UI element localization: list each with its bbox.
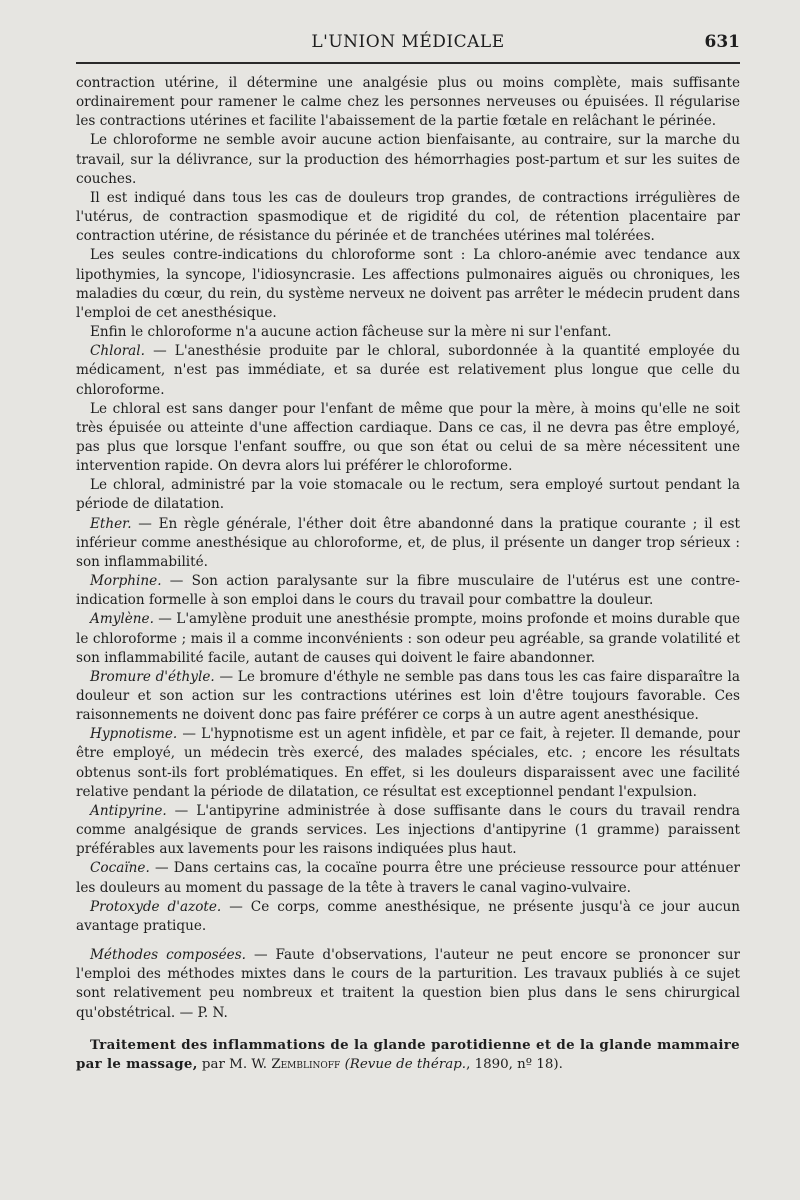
paragraph-cocaine: Cocaïne. — Dans certains cas, la cocaïne pourra être une précieuse ressource pour atténuer les douleurs au moment du passage de la tête à travers le canal vagino-vulvaire. (76, 860, 740, 896)
term-morphine: Morphine. (90, 573, 162, 590)
paragraph-protoxyde: Protoxyde d'azote. — Ce corps, comme anesthésique, ne présente jusqu'à ce jour aucun avantage pratique. (76, 898, 740, 934)
running-title: L'UNION MÉDICALE (311, 32, 505, 52)
paragraph-antipyrine: Antipyrine. — L'antipyrine administrée à dose suffisante dans le cours du travail rendra comme analgésique de grands services. Les injections d'antipyrine (1 gramme) paraissent préférables aux lavements pour les raisons indiquées plus haut. (76, 802, 740, 858)
next-article-heading: Traitement des inflammations de la glande parotidienne et de la glande mammaire par le massage, par M. W. Zemblinoff (Revue de thérap., 1890, nº 18). (76, 1036, 740, 1072)
term-hypnotisme: Hypnotisme. (90, 726, 178, 743)
term-ether: Ether. (90, 515, 132, 532)
term-amylene: Amylène. (90, 611, 154, 628)
term-antipyrine: Antipyrine. (90, 802, 167, 819)
paragraph-amylene: Amylène. — L'amylène produit une anesthésie prompte, moins profonde et moins durable que le chloroforme ; mais il a comme inconvénients : son odeur peu agréable, sa grande volatilité et son inflammabilité facile, autant de causes qui doivent le faire abandonner. (76, 611, 740, 666)
term-protoxyde: Protoxyde d'azote. (90, 898, 222, 915)
term-cocaine: Cocaïne. (90, 860, 150, 877)
paragraph-8: Le chloral, administré par la voie stomacale ou le rectum, sera employé surtout pendant la période de dilatation. (76, 477, 740, 513)
next-article-author: Zemblinoff (271, 1056, 341, 1072)
next-article-source: (Revue de thérap. (344, 1056, 467, 1072)
page-number: 631 (704, 32, 740, 52)
paragraph-bromure: Bromure d'éthyle. — Le bromure d'éthyle ne semble pas dans tous les cas faire disparaître la douleur et son action sur les contractions utérines est loin d'être toujours favorable. Ces raisonnements ne doivent donc pas faire préférer ce corps à un autre agent anesthésique. (76, 668, 740, 724)
paragraph-hypnotisme: Hypnotisme. — L'hypnotisme est un agent infidèle, et par ce fait, à rejeter. Il demande, pour être employé, un médecin très exercé, des malades spéciales, etc. ; encore les résultats obtenus sont-ils fort problématiques. En effet, si les douleurs disparaissent avec une facilité relative pendant la période de dilatation, ce résultat est exceptionnel pendant l'expulsion. (76, 726, 740, 800)
paragraph-7: Le chloral est sans danger pour l'enfant de même que pour la mère, à moins qu'elle ne soit très épuisée ou atteinte d'une affection cardiaque. Dans ce cas, il ne devra pas être employé, pas plus que lorsque l'enfant souffre, ou que son état ou celui de sa mère nécessitent une intervention rapide. On devra alors lui préférer le chloroforme. (76, 400, 740, 475)
next-article-title: Traitement des inflammations de la glande parotidienne et de la glande mammaire par le massage, (76, 1036, 740, 1072)
paragraph-2: Le chloroforme ne semble avoir aucune action bienfaisante, au contraire, sur la marche du travail, sur la délivrance, sur la production des hémorrhagies post-partum et sur les suites de couches. (76, 132, 740, 187)
paragraph-5: Enfin le chloroforme n'a aucune action fâcheuse sur la mère ni sur l'enfant. (90, 324, 612, 341)
paragraph-ether: Ether. — En règle générale, l'éther doit être abandonné dans la pratique courante ; il est inférieur comme anesthésique au chloroforme, et, de plus, il présente un danger trop sérieux : son inflammabilité. (76, 515, 740, 570)
term-chloral: Chloral. (90, 343, 145, 360)
header-rule (76, 62, 740, 64)
paragraph-morphine: Morphine. — Son action paralysante sur la fibre musculaire de l'utérus est une contre-indication formelle à son emploi dans le cours du travail pour combattre la douleur. (76, 573, 740, 609)
paragraph-1: contraction utérine, il détermine une analgésie plus ou moins complète, mais suffisante ordinairement pour ramener le calme chez les personnes nerveuses ou épuisées. Il régularise les contractions utérines et facilite l'abaissement de la partie fœtale en relâchant le périnée. (76, 75, 740, 130)
paragraph-chloral: Chloral. — L'anesthésie produite par le chloral, subordonnée à la quantité employée du médicament, n'est pas immédiate, et sa durée est relativement plus longue que celle du chloroforme. (76, 343, 740, 398)
paragraph-3: Il est indiqué dans tous les cas de douleurs trop grandes, de contractions irrégulières de l'utérus, de contraction spasmodique et de rigidité du col, de rétention placentaire par contraction utérine, de résistance du périnée et de tranchées utérines mal tolérées. (76, 189, 740, 245)
paragraph-methodes: Méthodes composées. — Faute d'observations, l'auteur ne peut encore se prononcer sur l'emploi des méthodes mixtes dans le cours de la parturition. Les travaux publiés à ce sujet sont relativement peu nombreux et traitent la question bien plus dans le sens chirurgical qu'obstétrical. — P. N. (76, 947, 740, 1021)
term-methodes: Méthodes composées. (90, 947, 246, 964)
article-body (76, 74, 740, 1074)
page-header (76, 32, 740, 56)
paragraph-4: Les seules contre-indications du chloroforme sont : La chloro-anémie avec tendance aux lipothymies, la syncope, l'idiosyncrasie. Les affections pulmonaires aiguës ou chroniques, les maladies du cœur, du rein, du système nerveux ne doivent pas arrêter le médecin prudent dans l'emploi de cet anesthésique. (76, 247, 740, 321)
term-bromure: Bromure d'éthyle. (90, 668, 215, 685)
